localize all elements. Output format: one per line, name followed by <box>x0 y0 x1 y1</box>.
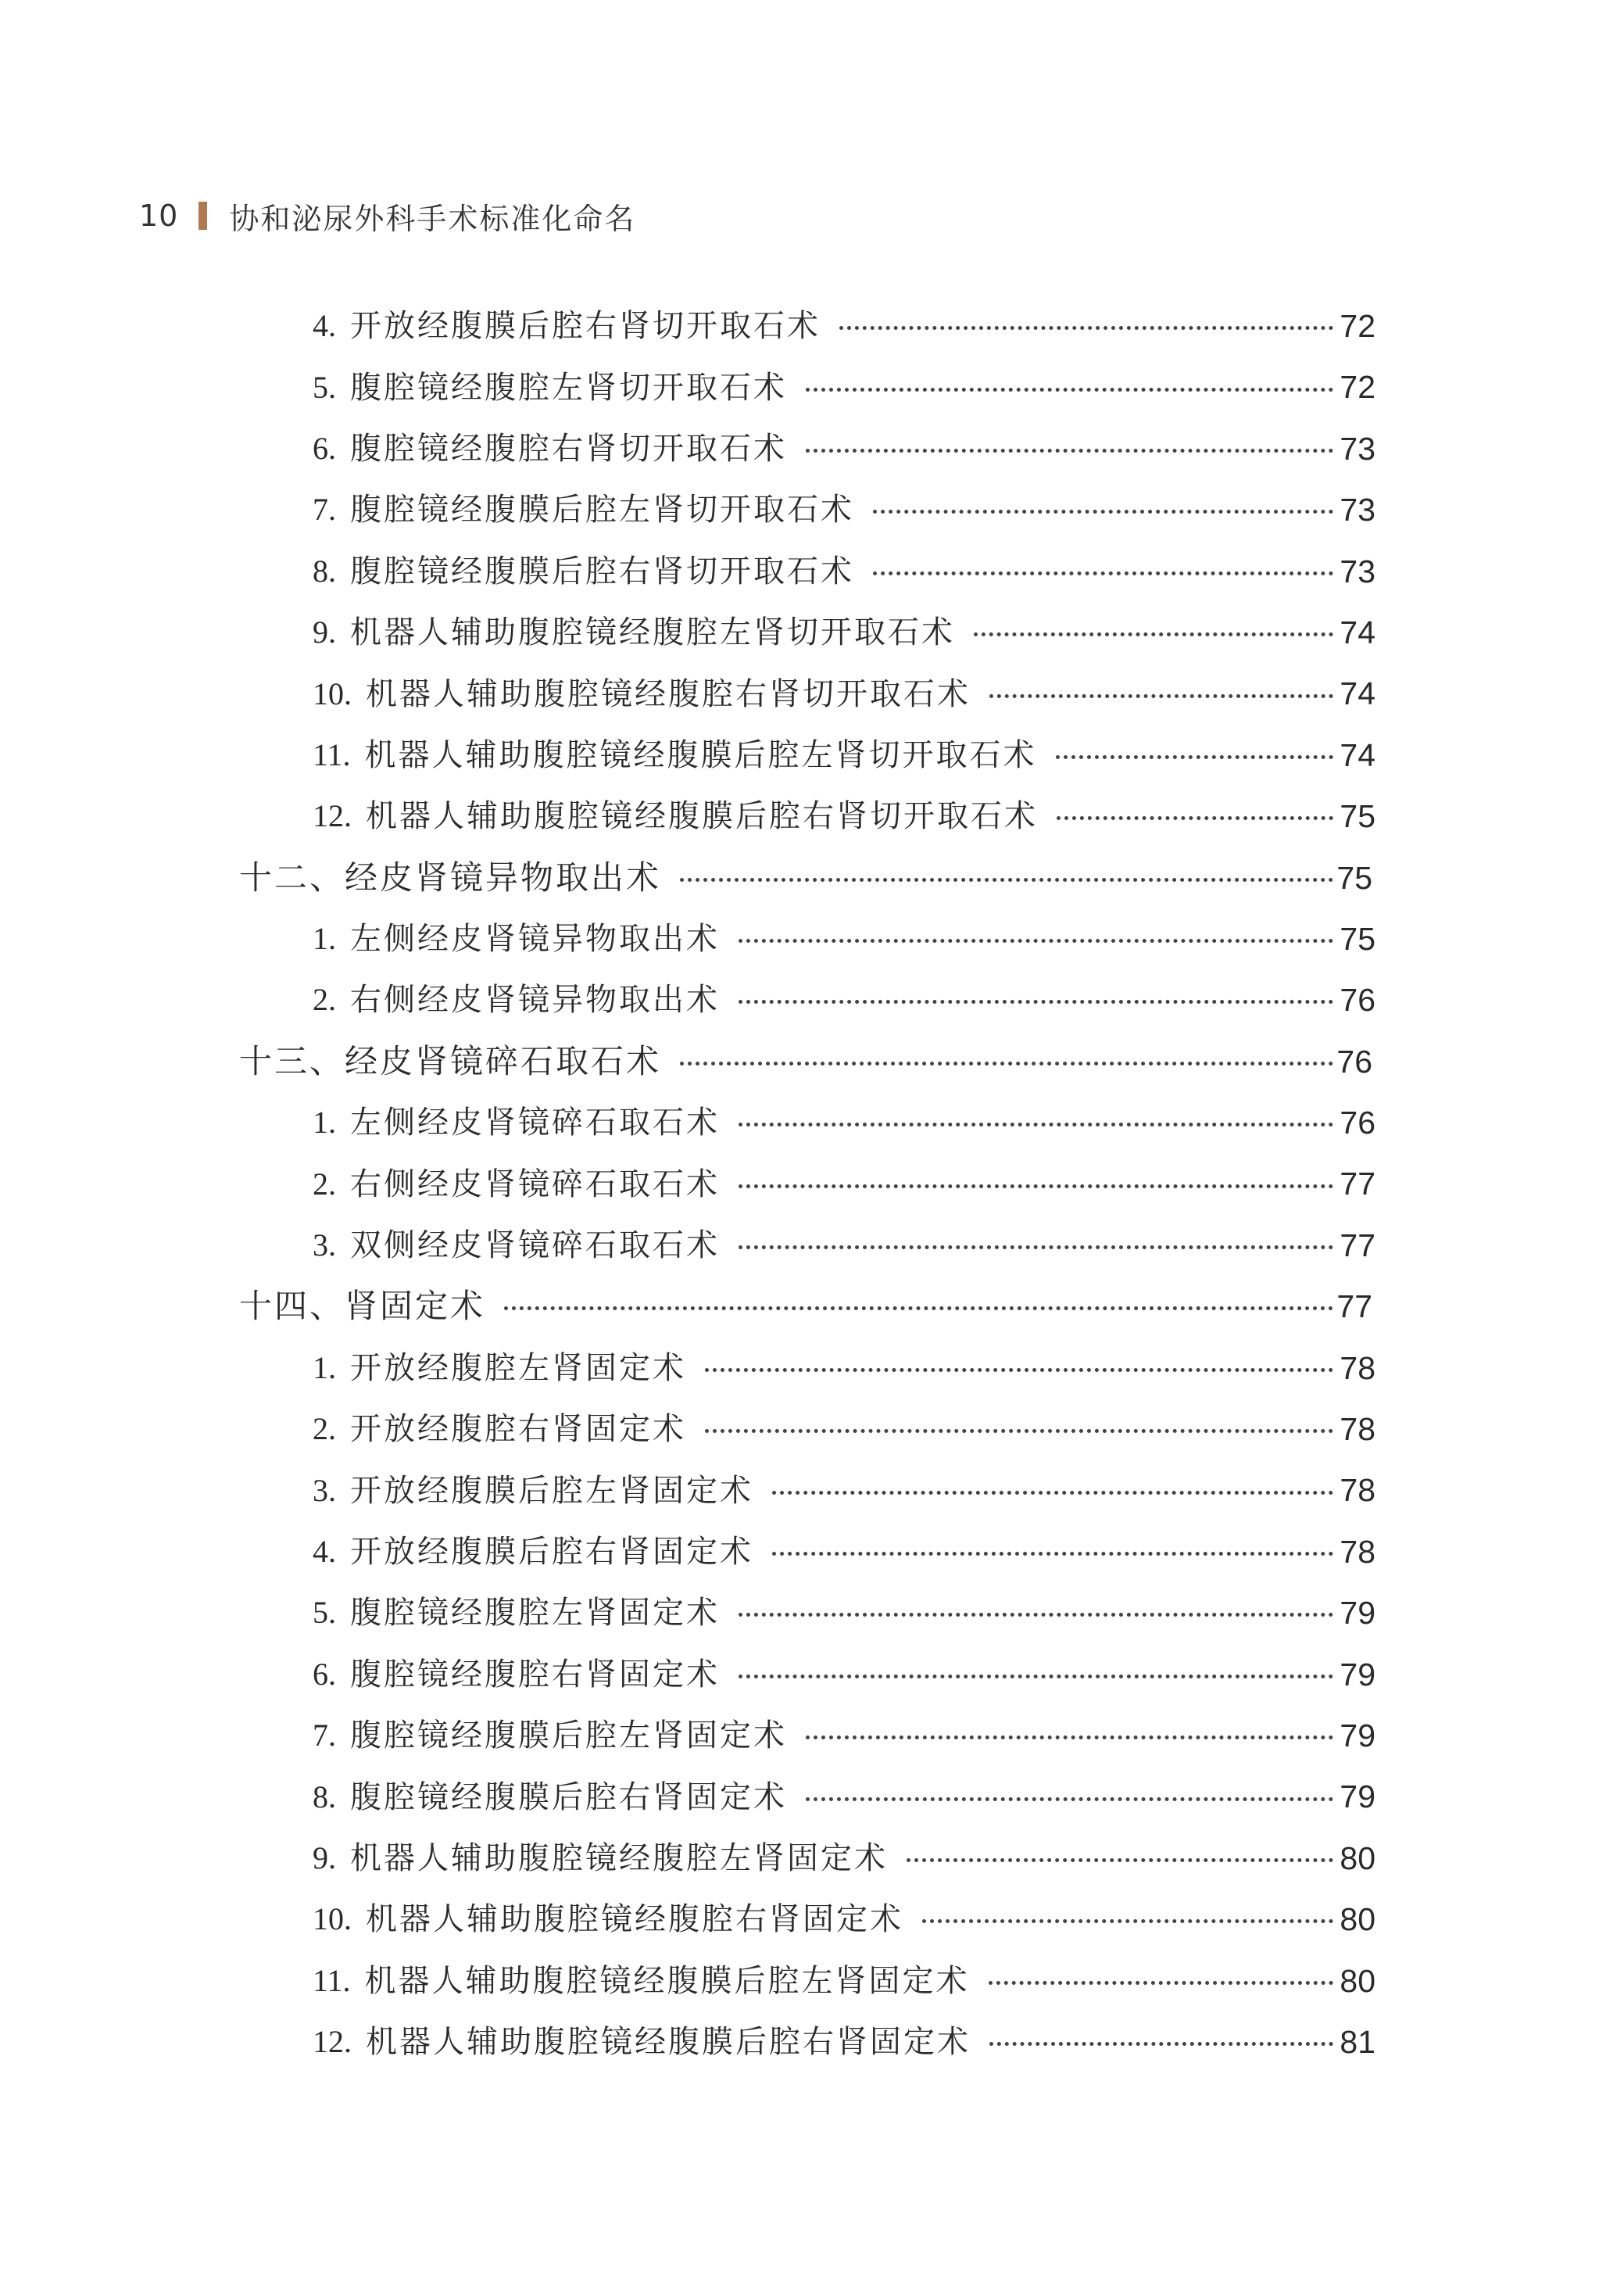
toc-entry-label <box>0 357 787 418</box>
toc-entry-title: 腹腔镜经腹腔右肾固定术 <box>350 1656 720 1693</box>
toc-entry-page-number: 76 <box>1340 982 1375 1019</box>
toc-entry-label <box>0 1521 753 1582</box>
toc-entry-label <box>0 1154 720 1215</box>
toc-entry-number: 3. <box>313 1227 336 1263</box>
toc-entry-title: 机器人辅助腹腔镜经腹腔右肾切开取石术 <box>366 675 971 712</box>
dot-leader <box>806 388 1333 392</box>
toc-entry-number: 4. <box>313 308 336 344</box>
toc-entry-label <box>0 1950 970 2011</box>
toc-entry-title: 腹腔镜经腹膜后腔右肾固定术 <box>350 1778 787 1815</box>
toc-entry[interactable] <box>0 296 1624 356</box>
toc-entry-title: 机器人辅助腹腔镜经腹腔左肾切开取石术 <box>350 614 955 651</box>
dot-leader <box>873 571 1333 575</box>
dot-leader <box>839 326 1333 330</box>
toc-entry-page-number: 74 <box>1340 614 1375 650</box>
toc-entry-page-number: 80 <box>1340 1901 1375 1938</box>
toc-entry-page-number: 78 <box>1340 1349 1375 1386</box>
toc-entry-title: 开放经腹腔右肾固定术 <box>350 1411 686 1448</box>
dot-leader <box>873 510 1333 514</box>
toc-entry-label <box>0 1276 485 1337</box>
toc-entry-number: 10. <box>313 675 352 711</box>
toc-entry-label <box>0 1889 903 1950</box>
toc-entry-label <box>0 541 854 602</box>
dot-leader <box>680 878 1333 882</box>
toc-entry-label <box>0 1338 686 1399</box>
toc-entry-label <box>0 418 787 479</box>
dot-leader <box>989 1981 1333 1985</box>
toc-entry-number: 10. <box>313 1901 352 1937</box>
toc-entry-page-number: 73 <box>1340 430 1375 467</box>
toc-entry-page-number: 79 <box>1340 1778 1375 1815</box>
toc-entry-page-number: 72 <box>1340 369 1375 406</box>
toc-entry-page-number: 76 <box>1340 1105 1375 1141</box>
toc-entry-title: 十三、经皮肾镜碎石取石术 <box>239 1041 662 1080</box>
toc-section-entry[interactable] <box>0 847 1624 908</box>
toc-entry-page-number: 74 <box>1340 736 1375 773</box>
toc-entry-page-number: 75 <box>1340 920 1375 957</box>
dot-leader <box>739 1184 1333 1188</box>
toc-entry[interactable] <box>0 663 1624 724</box>
toc-entry-number: 8. <box>313 1778 336 1814</box>
toc-entry-page-number: 80 <box>1340 1962 1375 1999</box>
toc-entry-label <box>0 908 720 969</box>
toc-entry-label <box>0 1399 686 1460</box>
toc-entry-page-number: 78 <box>1340 1533 1375 1570</box>
header-accent-bar <box>199 202 207 230</box>
toc-entry-page-number: 74 <box>1340 675 1375 712</box>
toc-entry-title: 开放经腹膜后腔右肾切开取石术 <box>350 308 821 345</box>
toc-entry-number: 7. <box>313 492 336 528</box>
toc-entry[interactable] <box>0 725 1624 786</box>
toc-entry-number: 5. <box>313 1595 336 1631</box>
toc-entry-label <box>0 725 1037 786</box>
toc-entry[interactable] <box>0 1766 1624 1827</box>
toc-entry-page-number: 75 <box>1336 859 1372 896</box>
toc-entry-number: 2. <box>313 1411 336 1447</box>
toc-entry-title: 机器人辅助腹腔镜经腹膜后腔右肾切开取石术 <box>366 798 1038 835</box>
toc-entry[interactable] <box>0 418 1624 479</box>
toc-entry-page-number: 79 <box>1340 1595 1375 1632</box>
dot-leader <box>739 939 1333 943</box>
toc-entry[interactable] <box>0 1950 1624 2011</box>
toc-entry-page-number: 81 <box>1340 2023 1375 2060</box>
toc-entry[interactable] <box>0 1338 1624 1399</box>
dot-leader <box>772 1491 1333 1495</box>
toc-entry[interactable] <box>0 1215 1624 1276</box>
dot-leader <box>989 694 1333 698</box>
book-title: 协和泌尿外科手术标准化命名 <box>229 201 636 236</box>
toc-entry[interactable] <box>0 786 1624 847</box>
toc-entry-label <box>0 1031 661 1092</box>
dot-leader <box>739 1675 1333 1678</box>
page-number: 10 <box>139 199 179 233</box>
toc-entry-page-number: 77 <box>1340 1227 1375 1263</box>
toc-entry-page-number: 80 <box>1340 1839 1375 1876</box>
toc-entry-title: 开放经腹膜后腔右肾固定术 <box>350 1534 753 1570</box>
toc-entry-title: 右侧经皮肾镜碎石取石术 <box>350 1166 720 1202</box>
dot-leader <box>1057 816 1333 820</box>
toc-entry-label <box>0 1828 888 1889</box>
toc-entry-page-number: 78 <box>1340 1472 1375 1509</box>
toc-entry-page-number: 77 <box>1340 1166 1375 1202</box>
toc-entry-number: 1. <box>313 1105 336 1141</box>
toc-entry-label <box>0 1460 753 1521</box>
toc-entry[interactable] <box>0 969 1624 1030</box>
toc-entry-number: 2. <box>313 982 336 1018</box>
toc-entry[interactable] <box>0 541 1624 602</box>
toc-entry-title: 腹腔镜经腹腔右肾切开取石术 <box>350 430 787 467</box>
dot-leader <box>739 1245 1333 1249</box>
dot-leader <box>907 1858 1333 1862</box>
toc-entry[interactable] <box>0 479 1624 540</box>
toc-entry-number: 9. <box>313 1839 336 1875</box>
toc-entry-label <box>0 1767 787 1828</box>
toc-entry-page-number: 75 <box>1340 798 1375 835</box>
toc-section-entry[interactable] <box>0 1276 1624 1337</box>
toc-entry-title: 机器人辅助腹腔镜经腹膜后腔左肾切开取石术 <box>364 736 1037 773</box>
toc-entry-label <box>0 1644 720 1705</box>
toc-entry-title: 开放经腹膜后腔左肾固定术 <box>350 1472 753 1509</box>
toc-entry-label <box>0 847 661 908</box>
toc-entry-title: 十二、经皮肾镜异物取出术 <box>239 858 662 897</box>
toc-entry-number: 4. <box>313 1534 336 1569</box>
toc-entry[interactable] <box>0 356 1624 417</box>
toc-entry-title: 腹腔镜经腹膜后腔右肾切开取石术 <box>350 553 854 589</box>
toc-entry-title: 左侧经皮肾镜异物取出术 <box>350 921 720 958</box>
dot-leader <box>772 1552 1333 1556</box>
toc-entry-page-number: 73 <box>1340 492 1375 528</box>
toc-entry[interactable] <box>0 1399 1624 1460</box>
toc-entry-label <box>0 2011 971 2072</box>
dot-leader <box>989 2042 1333 2046</box>
toc-entry[interactable] <box>0 1828 1624 1889</box>
toc-entry[interactable] <box>0 1705 1624 1766</box>
dot-leader <box>705 1368 1333 1372</box>
toc-entry-title: 机器人辅助腹腔镜经腹腔左肾固定术 <box>350 1839 888 1876</box>
toc-entry-number: 7. <box>313 1718 336 1753</box>
toc-entry-number: 1. <box>313 1349 336 1385</box>
toc-entry[interactable] <box>0 1153 1624 1214</box>
toc-entry[interactable] <box>0 1521 1624 1582</box>
toc-entry[interactable] <box>0 1092 1624 1153</box>
toc-entry-title: 双侧经皮肾镜碎石取石术 <box>350 1227 720 1264</box>
dot-leader <box>739 1000 1333 1004</box>
toc-entry-title: 腹腔镜经腹腔左肾固定术 <box>350 1595 720 1632</box>
toc-entry[interactable] <box>0 1582 1624 1643</box>
toc-entry-number: 6. <box>313 430 336 466</box>
dot-leader <box>806 449 1333 453</box>
toc-entry[interactable] <box>0 1644 1624 1705</box>
toc-entry-number: 3. <box>313 1472 336 1508</box>
toc-entry-label <box>0 664 971 725</box>
toc-entry-page-number: 78 <box>1340 1411 1375 1448</box>
toc-entry-number: 2. <box>313 1166 336 1202</box>
dot-leader <box>705 1429 1333 1433</box>
toc-entry-number: 11. <box>313 1962 351 1998</box>
toc-entry-label <box>0 296 821 356</box>
dot-leader <box>806 1735 1333 1739</box>
toc-entry-label <box>0 1705 787 1766</box>
toc-entry-title: 右侧经皮肾镜异物取出术 <box>350 982 720 1019</box>
dot-leader <box>974 632 1333 636</box>
toc-entry-page-number: 73 <box>1340 553 1375 589</box>
toc-entry-title: 左侧经皮肾镜碎石取石术 <box>350 1105 720 1141</box>
toc-entry-number: 11. <box>313 736 351 772</box>
toc-entry-number: 12. <box>313 2024 352 2060</box>
toc-entry-title: 机器人辅助腹腔镜经腹膜后腔右肾固定术 <box>366 2024 971 2061</box>
toc-entry-number: 1. <box>313 921 336 957</box>
toc-entry-label <box>0 786 1038 847</box>
toc-entry-title: 腹腔镜经腹膜后腔左肾切开取石术 <box>350 492 854 528</box>
toc-entry-title: 机器人辅助腹腔镜经腹腔右肾固定术 <box>366 1901 903 1938</box>
toc-entry-label <box>0 602 955 663</box>
toc-entry[interactable] <box>0 908 1624 969</box>
toc-entry-title: 机器人辅助腹腔镜经腹膜后腔左肾固定术 <box>364 1962 970 1999</box>
toc-entry-label <box>0 479 854 540</box>
toc-entry-label <box>0 1582 720 1643</box>
toc-entry-page-number: 79 <box>1340 1656 1375 1693</box>
toc-entry-number: 8. <box>313 553 336 589</box>
dot-leader <box>1056 755 1333 759</box>
dot-leader <box>922 1919 1333 1923</box>
toc-entry-label <box>0 1092 720 1153</box>
dot-leader <box>739 1123 1333 1127</box>
toc-entry-title: 开放经腹腔左肾固定术 <box>350 1349 686 1386</box>
dot-leader <box>504 1306 1333 1310</box>
toc-entry-label <box>0 1215 720 1276</box>
dot-leader <box>806 1797 1333 1801</box>
toc-entry-page-number: 76 <box>1336 1043 1372 1080</box>
toc-entry-label <box>0 969 720 1030</box>
toc-entry-number: 12. <box>313 798 352 834</box>
toc-entry-number: 5. <box>313 369 336 405</box>
dot-leader <box>680 1062 1333 1066</box>
toc-entry-number: 9. <box>313 614 336 650</box>
toc-entry-page-number: 79 <box>1340 1717 1375 1753</box>
toc-entry-number: 6. <box>313 1656 336 1692</box>
toc-entry-title: 腹腔镜经腹腔左肾切开取石术 <box>350 369 787 406</box>
toc-section-entry[interactable] <box>0 1031 1624 1092</box>
toc-entry-page-number: 72 <box>1340 308 1375 344</box>
running-header <box>139 192 635 239</box>
toc-entry-title: 十四、肾固定术 <box>239 1287 486 1326</box>
toc-entry-page-number: 77 <box>1336 1288 1372 1325</box>
toc-entry[interactable] <box>0 602 1624 663</box>
table-of-contents <box>0 296 1624 2072</box>
toc-entry[interactable] <box>0 1460 1624 1521</box>
dot-leader <box>739 1613 1333 1617</box>
toc-entry-title: 腹腔镜经腹膜后腔左肾固定术 <box>350 1718 787 1754</box>
toc-entry[interactable] <box>0 2011 1624 2072</box>
toc-entry[interactable] <box>0 1889 1624 1950</box>
